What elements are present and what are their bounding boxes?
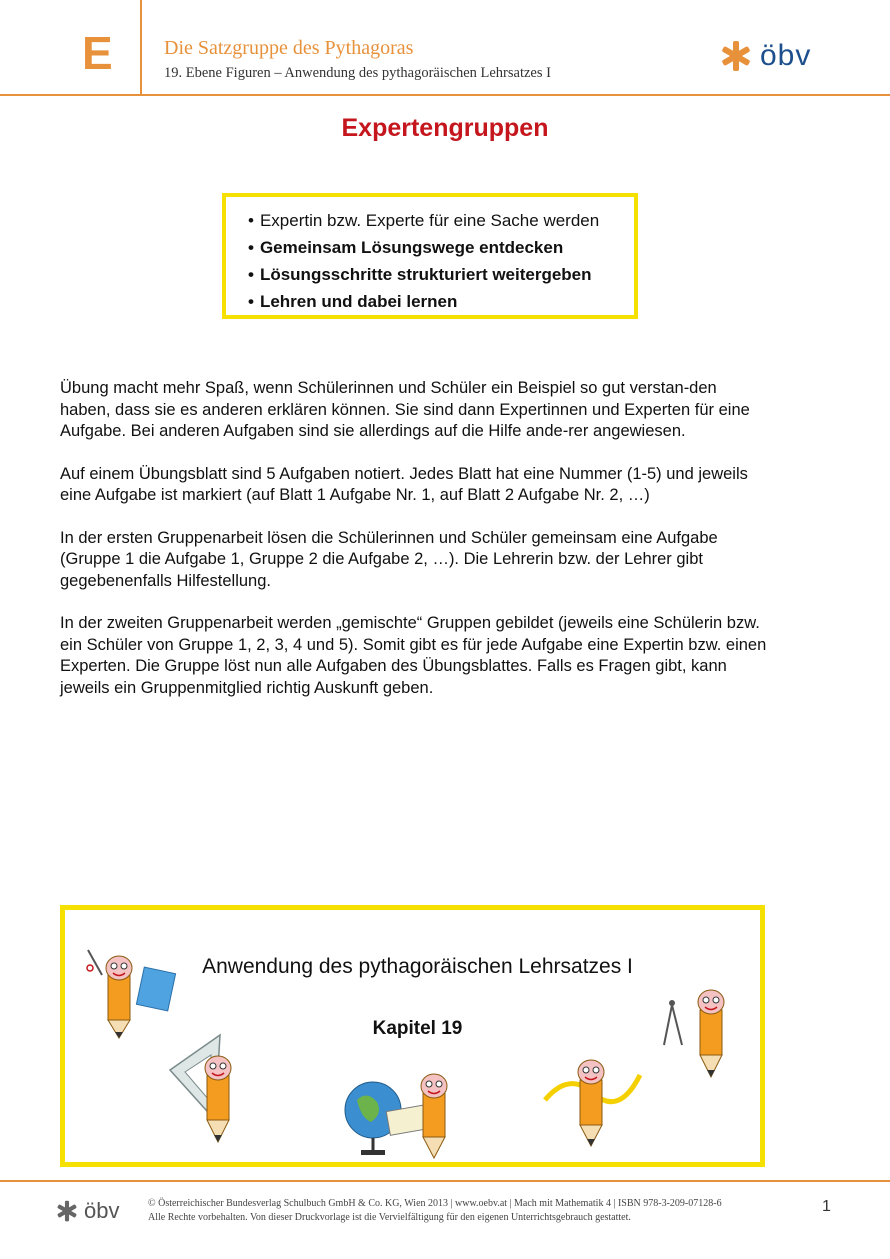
- chapter-letter: E: [82, 27, 113, 79]
- pencil-mascot-setsquare-icon: [165, 1030, 260, 1150]
- header-title: Die Satzgruppe des Pythagoras: [164, 37, 414, 59]
- header-rule: [0, 94, 890, 96]
- footer-logo-text: öbv: [84, 1198, 120, 1223]
- chapter-box: [60, 905, 765, 1167]
- obv-star-icon: [720, 40, 752, 72]
- header-subtitle: 19. Ebene Figuren – Anwendung des pythagoräischen Lehrsatzes I: [164, 65, 551, 81]
- paragraph: In der zweiten Gruppenarbeit werden „gemischte“ Gruppen gebildet (jeweils eine Schülerin bzw. ein Schüler von Gruppe 1, 2, 3, 4 und 5). Somit gibt es für jede Aufgabe eine Expertin bzw. einen Experten. Die Gruppe löst nun alle Aufgaben des Übungsblattes. Falls es Fragen gibt, kann jeweils ein Gruppenmitglied richtig Auskunft geben.: [60, 614, 767, 697]
- goals-list: [226, 197, 634, 315]
- goal-item: • Gemeinsam Lösungswege entdecken: [248, 238, 564, 257]
- pencil-mascot-measuring-tape-icon: [540, 1050, 650, 1150]
- paragraph: Übung macht mehr Spaß, wenn Schülerinnen und Schüler ein Beispiel so gut verstan-den haben, dass sie es anderen erklären können. Sie sind dann Expertinnen und Experten für eine Aufgabe. Bei anderen Aufgaben sind sie allerdings auf die Hilfe ande-rer angewiesen.: [60, 379, 750, 440]
- body-text: [60, 378, 770, 720]
- page-header: [0, 0, 890, 95]
- footer-logo: [56, 1200, 119, 1222]
- goal-item: • Lehren und dabei lernen: [248, 292, 458, 311]
- copyright-line: © Österreichischer Bundesverlag Schulbuch GmbH & Co. KG, Wien 2013 | www.oebv.at | Mach mit Mathematik 4 | ISBN 978-3-209-07128-6: [148, 1198, 722, 1209]
- logo-text: öbv: [760, 39, 812, 72]
- goal-item: • Lösungsschritte strukturiert weitergeben: [248, 265, 592, 284]
- goals-box: [222, 193, 638, 319]
- chapter-title: Anwendung des pythagoräischen Lehrsatzes I: [202, 955, 633, 978]
- pencil-mascot-paper-icon: [80, 940, 180, 1040]
- paragraph: In der ersten Gruppenarbeit lösen die Schülerinnen und Schüler gemeinsam eine Aufgabe (Gruppe 1 die Aufgabe 1, Gruppe 2 die Aufgabe 2, …). Die Lehrerin bzw. der Lehrer gibt gegebenenfalls Hilfestellung.: [60, 528, 718, 590]
- footer-rule: [0, 1180, 890, 1182]
- rights-line: Alle Rechte vorbehalten. Von dieser Druckvorlage ist die Vervielfältigung für den eigenen Unterrichtsgebrauch gestattet.: [148, 1212, 631, 1223]
- obv-star-icon: [56, 1200, 78, 1222]
- pencil-mascot-compass-icon: [660, 985, 750, 1085]
- pencil-mascot-globe-icon: [343, 1070, 473, 1160]
- header-divider: [140, 0, 142, 95]
- paragraph: Auf einem Übungsblatt sind 5 Aufgaben notiert. Jedes Blatt hat eine Nummer (1-5) und jeweils eine Aufgabe ist markiert (auf Blatt 1 Aufgabe Nr. 1, auf Blatt 2 Aufgabe Nr. 2, …): [60, 464, 748, 504]
- page-title: Expertengruppen: [341, 114, 549, 142]
- publisher-logo: [720, 40, 811, 72]
- chapter-number: Kapitel 19: [372, 1018, 463, 1039]
- goal-item: • Expertin bzw. Experte für eine Sache werden: [248, 211, 600, 230]
- page-number: 1: [822, 1198, 831, 1215]
